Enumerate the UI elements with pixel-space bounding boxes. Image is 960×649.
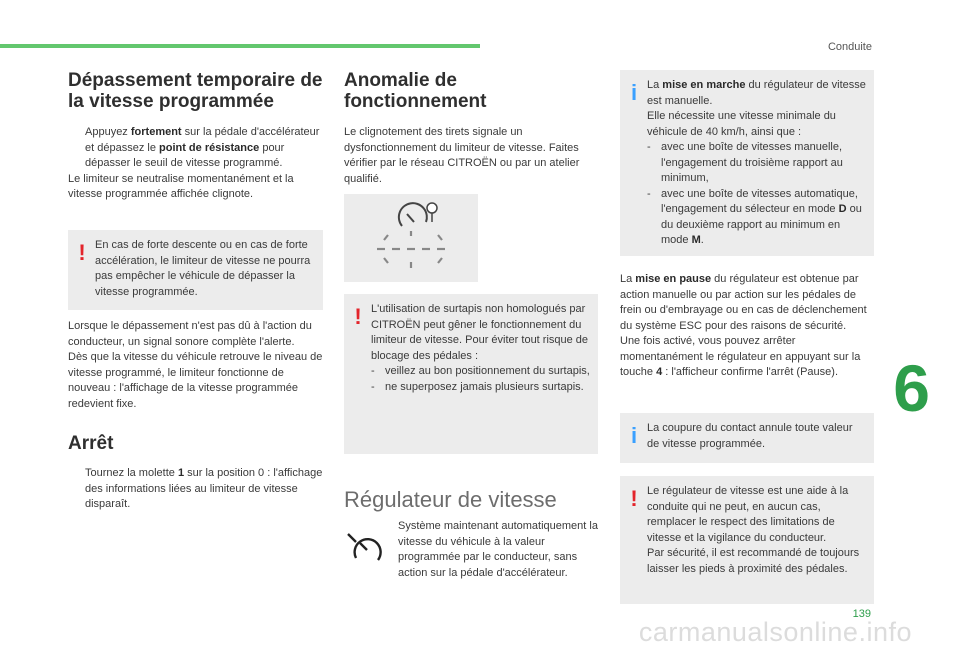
warning-icon: ! [630, 486, 638, 511]
info-box-activation [620, 70, 874, 256]
header-bar [0, 44, 480, 48]
step-turn-wheel: Tournez la molette 1 sur la position 0 : l'affichage des informations liées au limiteur de vitesse disparaît. [85, 467, 323, 510]
column-1-lower [68, 319, 324, 513]
step-press-pedal: Appuyez fortement sur la pédale d'accélérateur et dépassez le point de résistance pour dépasser le seuil de vitesse programmé. [85, 126, 320, 169]
paragraph-regulateur-def: Système maintenant automatiquement la vitesse du véhicule à la valeur programmée par le conducteur, sans action sur la pédale d'accélérateur. [398, 520, 598, 579]
info-text: La mise en marche du régulateur de vitesse est manuelle. [647, 79, 866, 107]
warning-text: En cas de forte descente ou en cas de forte accélération, le limiteur de vitesse ne pourra pas empêcher le véhicule de dépasser la vitesse programmée. [95, 239, 311, 298]
section-label: Conduite [827, 41, 872, 53]
info-text: Elle nécessite une vitesse minimale du véhicule de 40 km/h, ainsi que : [647, 110, 836, 138]
warning-icon: ! [78, 240, 86, 265]
paragraph-pause: La mise en pause du régulateur est obtenue par action manuelle ou par action sur les pédales de frein ou d'embrayage ou en cas de déclenchement du système ESC pour des raisons de sécurité. [620, 273, 867, 332]
page-number: 139 [852, 608, 871, 620]
paragraph-sound-signal: Lorsque le dépassement n'est pas dû à l'action du conducteur, un signal sonore complète l'alerte. [68, 320, 312, 348]
list-item: - ne superposez jamais plusieurs surtapis. [371, 380, 584, 393]
warning-box-floor-mats [344, 294, 598, 454]
warning-text: Par sécurité, il est recommandé de toujours laisser les pieds à proximité des pédales. [647, 547, 860, 575]
warning-text: Le régulateur de vitesse est une aide à la conduite qui ne peut, en aucun cas, remplacer le respect des limitations de vitesse et la vigilance du conducteur. [647, 485, 849, 544]
paragraph-speed-restored: Dès que la vitesse du véhicule retrouve le niveau de vitesse programmé, le limiteur fonctionne de nouveau : l'affichage de la vitesse programmée redevient fixe. [68, 351, 323, 410]
speed-limiter-fault-icon [344, 194, 478, 282]
column-1 [68, 70, 324, 203]
paragraph-stop: Une fois activé, vous pouvez arrêter momentanément le régulateur en appuyant sur la touche 4 : l'afficheur confirme l'arrêt (Pause). [620, 335, 861, 378]
section-title-anomalie: Anomalie de fonctionnement [344, 70, 487, 112]
info-box-ignition [620, 413, 874, 463]
paragraph-dash-blinking: Le clignotement des tirets signale un dysfonctionnement du limiteur de vitesse. Faites vérifier par le réseau CITROËN ou par un atelier qualifié. [344, 126, 580, 185]
list-item: - avec une boîte de vitesses manuelle, l'engagement du troisième rapport au minimum, [647, 141, 843, 184]
column-2 [344, 70, 598, 187]
warning-box-descent [68, 230, 323, 310]
cruise-control-icon [346, 528, 386, 568]
section-title-depassement: Dépassement temporaire de la vitesse programmée [68, 70, 323, 112]
section-title-regulateur: Régulateur de vitesse [344, 487, 557, 512]
list-item: - veillez au bon positionnement du surtapis, [371, 365, 590, 377]
warning-text: L'utilisation de surtapis non homologués par CITROËN peut gêner le fonctionnement du limiteur de vitesse. Pour éviter tout risque de blocage des pédales : [371, 303, 589, 362]
column-3-text [620, 272, 874, 381]
watermark: carmanualsonline.info [638, 617, 912, 647]
info-icon: i [630, 423, 638, 448]
info-text: La coupure du contact annule toute valeur de vitesse programmée. [647, 422, 853, 450]
chapter-number: 6 [893, 351, 930, 425]
paragraph-limiter-neutralized: Le limiteur se neutralise momentanément et la vitesse programmée affichée clignote. [68, 172, 294, 200]
info-icon: i [630, 80, 638, 105]
list-item: - avec une boîte de vitesses automatique, l'engagement du sélecteur en mode D ou du deuxième rapport au minimum en mode M. [647, 187, 862, 246]
section-title-arret: Arrêt [68, 433, 114, 454]
warning-box-driver-aid [620, 476, 874, 604]
warning-icon: ! [354, 304, 362, 329]
